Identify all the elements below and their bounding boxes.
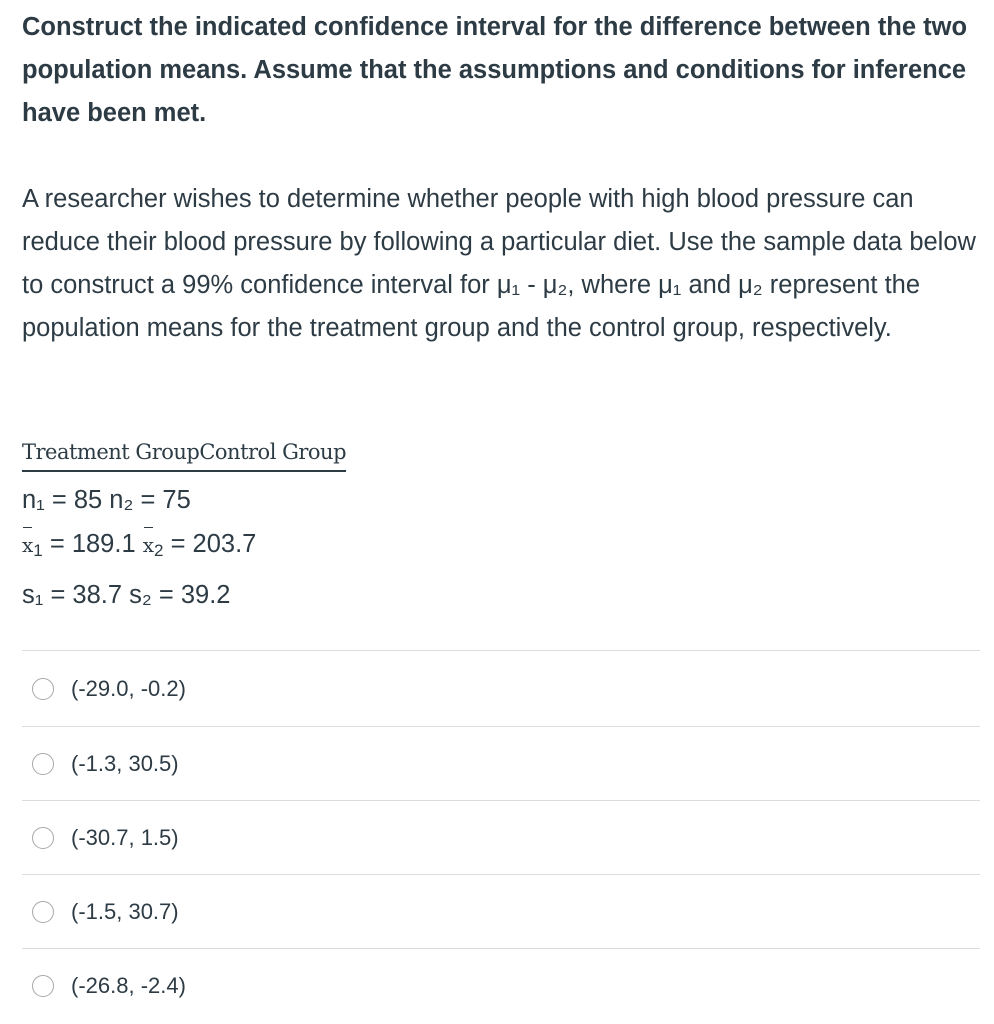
radio-icon[interactable]	[32, 901, 54, 923]
sample-sd-line: s₁ = 38.7 s₂ = 39.2	[22, 581, 231, 609]
radio-icon[interactable]	[32, 678, 54, 700]
control-group-header: Control Group	[199, 440, 346, 472]
x2-subscript: 2	[154, 541, 164, 560]
answer-option-4[interactable]	[22, 874, 980, 948]
answer-list	[22, 650, 980, 1022]
x1-value: = 189.1	[49, 530, 136, 558]
x-bar-symbol: x	[22, 523, 33, 567]
answer-label: (-26.8, -2.4)	[71, 972, 186, 998]
answer-label: (-29.0, -0.2)	[71, 675, 186, 701]
radio-icon[interactable]	[32, 753, 54, 775]
radio-icon[interactable]	[32, 827, 54, 849]
question-header: Construct the indicated confidence interval for the difference between the two population means. Assume that the assumptions and conditions for inference have been met.	[22, 13, 968, 127]
sample-statistics	[22, 478, 256, 617]
radio-icon[interactable]	[32, 975, 54, 997]
sample-mean-line	[22, 522, 256, 573]
answer-label: (-1.3, 30.5)	[71, 750, 179, 776]
x-bar-symbol: x	[143, 523, 154, 567]
question-body: A researcher wishes to determine whether people with high blood pressure can reduce their blood pressure by following a particular diet. Use the sample data below to construct a 99% confidence interval for μ₁ - μ₂, where μ₁ and μ₂ represent the population means for the treatment group and the control group, respectively.	[22, 185, 976, 342]
answer-option-5[interactable]	[22, 948, 980, 1022]
treatment-group-header: Treatment Group	[22, 440, 199, 472]
x2-value: = 203.7	[170, 530, 257, 558]
answer-option-2[interactable]	[22, 726, 980, 800]
x1-subscript: 1	[33, 541, 43, 560]
answer-option-1[interactable]	[22, 650, 980, 726]
data-table-header	[22, 440, 346, 472]
answer-label: (-1.5, 30.7)	[71, 898, 179, 924]
answer-option-3[interactable]	[22, 800, 980, 874]
sample-size-line: n₁ = 85 n₂ = 75	[22, 486, 191, 514]
answer-label: (-30.7, 1.5)	[71, 824, 179, 850]
